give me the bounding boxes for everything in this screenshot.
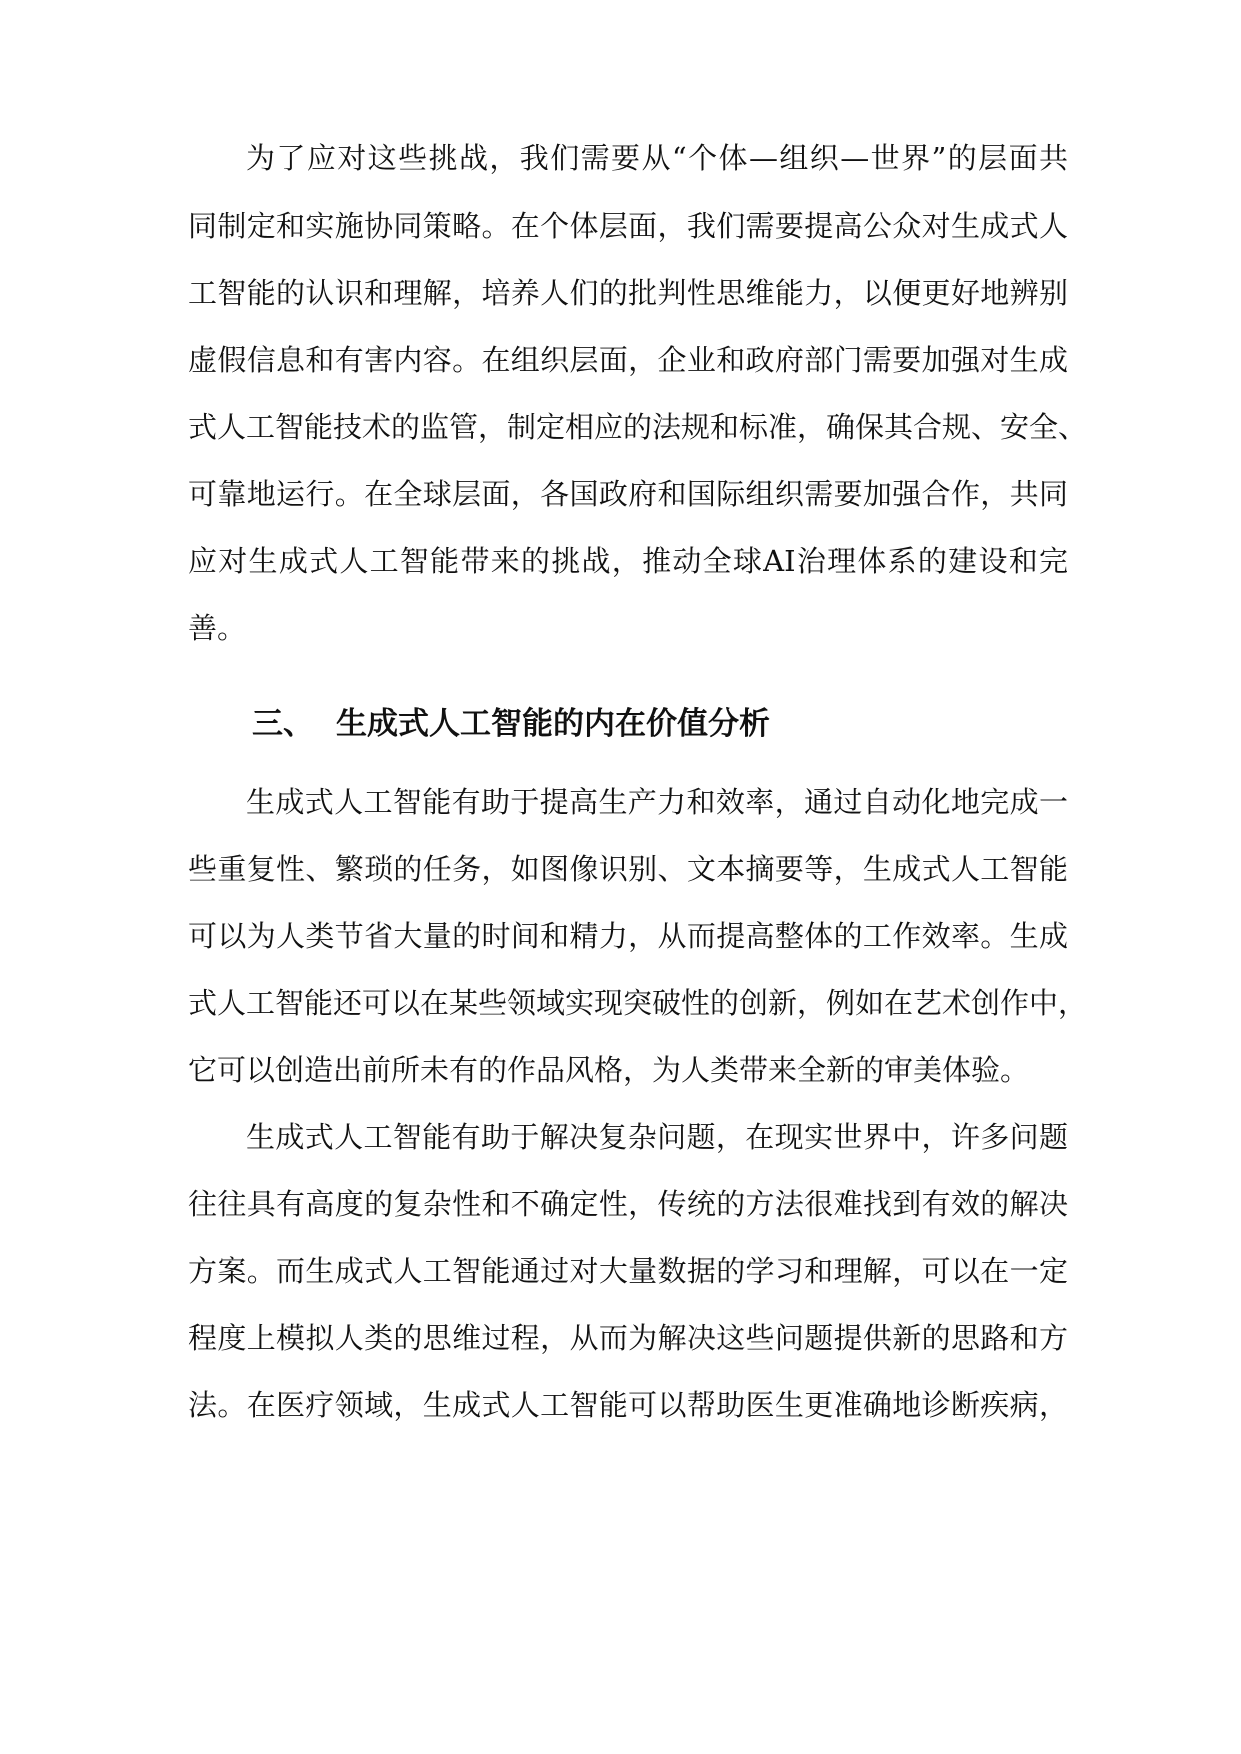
paragraph-line: 方案。而生成式人工智能通过对大量数据的学习和理解，可以在一定: [188, 1254, 1068, 1288]
paragraph-line: 式人工智能还可以在某些领域实现突破性的创新，例如在艺术创作中，: [188, 986, 1088, 1020]
paragraph-line: 它可以创造出前所未有的作品风格，为人类带来全新的审美体验。: [188, 1053, 1030, 1087]
paragraph-line: 可以为人类节省大量的时间和精力，从而提高整体的工作效率。生成: [188, 919, 1068, 953]
section-heading: [252, 703, 1068, 745]
paragraph-line: 工智能的认识和理解，培养人们的批判性思维能力，以便更好地辨别: [188, 276, 1068, 310]
paragraph-line: 应对生成式人工智能带来的挑战，推动全球AI治理体系的建设和完: [188, 544, 1068, 578]
paragraph-line: 往往具有高度的复杂性和不确定性，传统的方法很难找到有效的解决: [188, 1187, 1068, 1221]
section-title: 生成式人工智能的内在价值分析: [336, 706, 770, 742]
section-number: 三、: [252, 706, 314, 742]
paragraph-line: 法。在医疗领域，生成式人工智能可以帮助医生更准确地诊断疾病，: [188, 1388, 1068, 1422]
paragraph-line: 为了应对这些挑战，我们需要从“个体—组织—世界”的层面共: [246, 141, 1068, 175]
paragraph-line: 程度上模拟人类的思维过程，从而为解决这些问题提供新的思路和方: [188, 1321, 1068, 1355]
paragraph-line: 生成式人工智能有助于提高生产力和效率，通过自动化地完成一: [246, 785, 1068, 819]
paragraph-line: 善。: [188, 611, 247, 645]
paragraph-line: 式人工智能技术的监管，制定相应的法规和标准，确保其合规、安全、: [188, 410, 1088, 444]
paragraph-line: 同制定和实施协同策略。在个体层面，我们需要提高公众对生成式人: [188, 209, 1068, 243]
paragraph-line: 生成式人工智能有助于解决复杂问题，在现实世界中，许多问题: [246, 1120, 1068, 1154]
paragraph-line: 些重复性、繁琐的任务，如图像识别、文本摘要等，生成式人工智能: [188, 852, 1068, 886]
paragraph-line: 可靠地运行。在全球层面，各国政府和国际组织需要加强合作，共同: [188, 477, 1068, 511]
paragraph-line: 虚假信息和有害内容。在组织层面，企业和政府部门需要加强对生成: [188, 343, 1068, 377]
